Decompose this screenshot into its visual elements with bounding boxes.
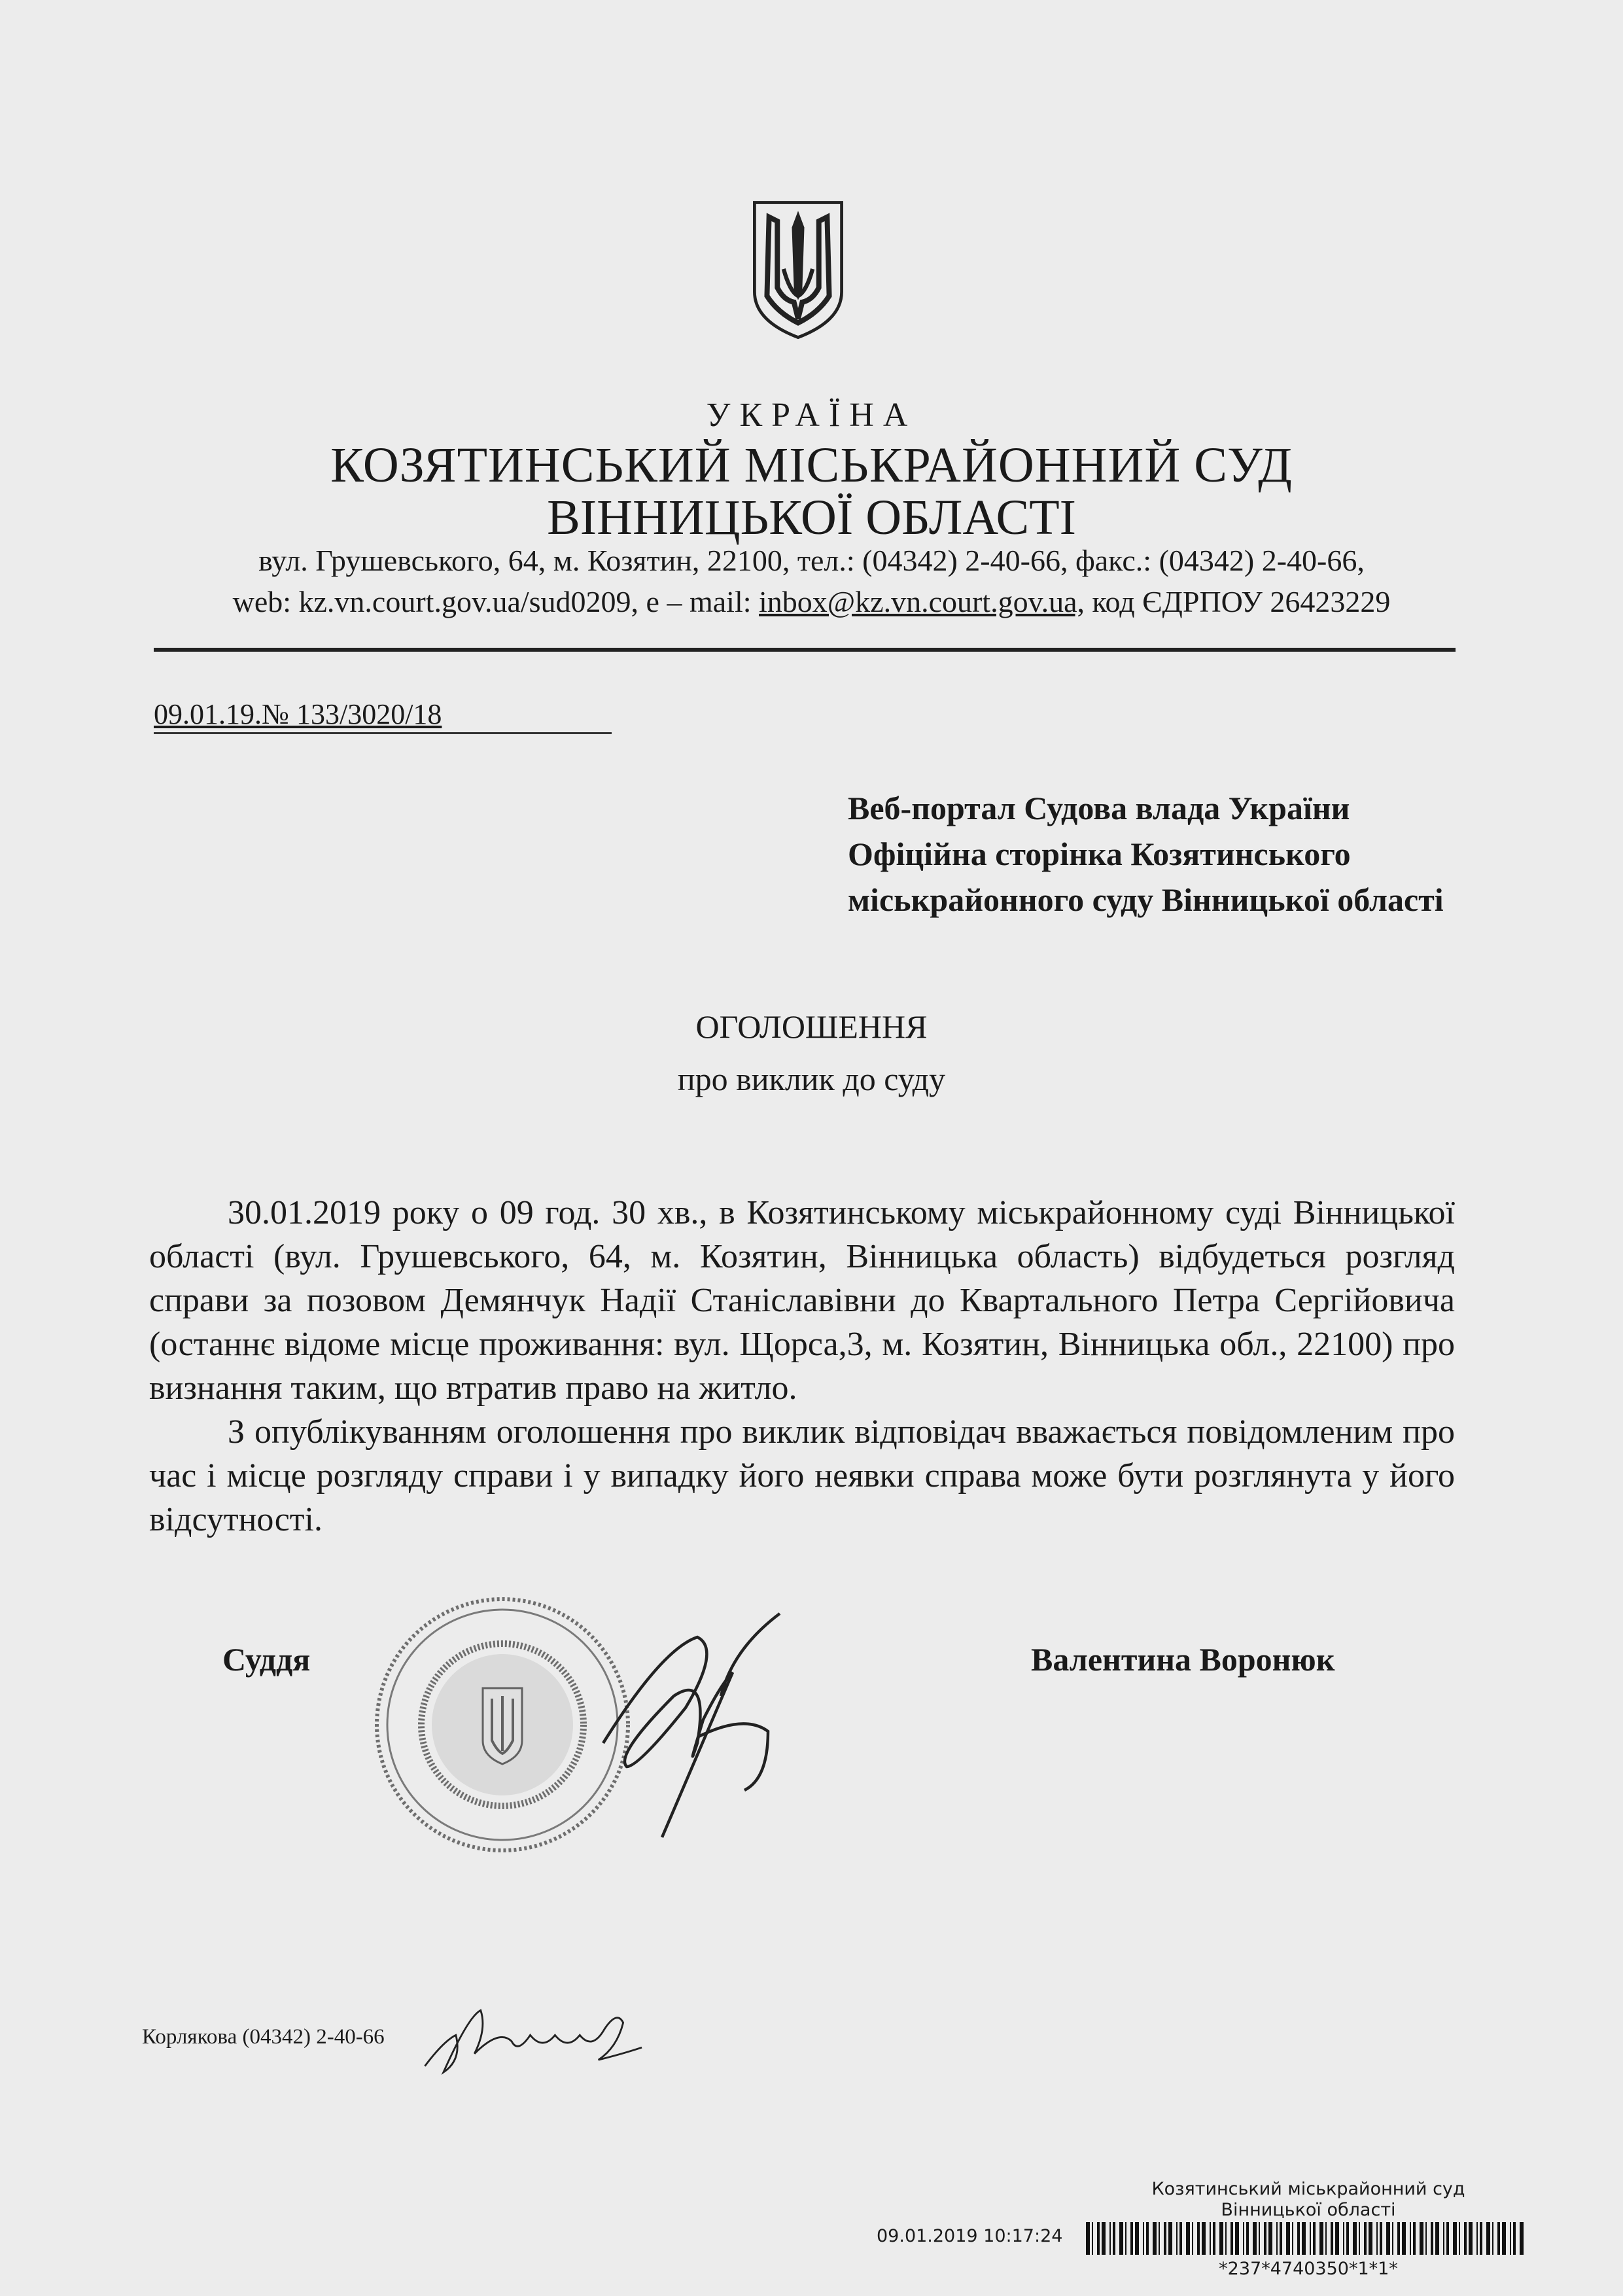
barcode-bar: [1335, 2222, 1339, 2255]
barcode-bar: [1459, 2222, 1460, 2255]
barcode-bar: [1276, 2222, 1278, 2255]
barcode-bar: [1168, 2222, 1172, 2255]
barcode-bar: [1392, 2222, 1393, 2255]
barcode-bar: [1202, 2222, 1206, 2255]
barcode-bar: [1186, 2222, 1190, 2255]
barcode-bar: [1319, 2222, 1323, 2255]
barcode-bar: [1435, 2222, 1439, 2255]
barcode-bar: [1386, 2222, 1390, 2255]
barcode-bar: [1192, 2222, 1193, 2255]
barcode-bar: [1130, 2222, 1133, 2255]
judge-signature: [568, 1600, 803, 1862]
barcode-bar: [1376, 2222, 1378, 2255]
header-divider: [154, 648, 1456, 652]
barcode-bar: [1486, 2222, 1490, 2255]
barcode-bar: [1413, 2222, 1416, 2255]
barcode-bar: [1135, 2222, 1139, 2255]
barcode-bar: [1259, 2222, 1260, 2255]
barcode-bar: [1359, 2222, 1360, 2255]
barcode-bar: [1346, 2222, 1349, 2255]
barcode-bar: [1492, 2222, 1493, 2255]
barcode-bar: [1092, 2222, 1093, 2255]
barcode-bar: [1197, 2222, 1200, 2255]
barcode-bar: [1159, 2222, 1160, 2255]
registration-barcode: [1086, 2222, 1528, 2255]
barcode-bar: [1225, 2222, 1227, 2255]
court-edrpou: код ЄДРПОУ 26423229: [1085, 585, 1391, 618]
barcode-bar: [1431, 2222, 1433, 2255]
barcode-bar: [1109, 2222, 1111, 2255]
barcode-bar: [1520, 2222, 1524, 2255]
registration-court-name: Козятинський міськрайонний суд: [1151, 2179, 1465, 2199]
barcode-bar: [1364, 2222, 1367, 2255]
document-subtitle: про виклик до суду: [677, 1061, 946, 1097]
signature-block: [149, 1640, 1455, 1718]
barcode-bar: [1125, 2222, 1126, 2255]
barcode-bar: [1331, 2222, 1333, 2255]
barcode-bar: [1253, 2222, 1257, 2255]
registration-court-region: Вінницької області: [1221, 2200, 1396, 2220]
barcode-bar: [1113, 2222, 1115, 2255]
barcode-bar: [1464, 2222, 1467, 2255]
barcode-bar: [1119, 2222, 1123, 2255]
body-paragraph: 30.01.2019 року о 09 год. 30 хв., в Козятинському міськрайонному суді Вінницької області (вул. Грушевського, 64, м. Козятин, Вінницька область) відбудеться розгляд справи за позовом Демянчук Надії Станіславівни до Квартального Петра Сергійовича (останнє відоме місце проживання: вул. Щорса,3, м. Козятин, Вінницька обл., 22100) про визнання таким, що втратив право на житло.: [149, 1194, 1455, 1407]
document-reference-number: 09.01.19.№ 133/3020/18: [154, 698, 612, 734]
coat-of-arms-trident-icon: [746, 196, 850, 342]
barcode-bar: [1380, 2222, 1382, 2255]
barcode-bar: [1480, 2222, 1482, 2255]
barcode-bar: [1213, 2222, 1215, 2255]
court-website: web: kz.vn.court.gov.ua/sud0209, e – mail:: [232, 585, 759, 618]
court-region-heading: ВІННИЦЬКОЇ ОБЛАСТІ: [547, 490, 1076, 545]
barcode-bar: [1286, 2222, 1290, 2255]
barcode-bar: [1146, 2222, 1149, 2255]
judge-name: Валентина Воронюк: [1031, 1641, 1335, 1678]
addressee: Веб-портал Судова влада України Офіційна сторінка Козятинського міськрайонного суду Вінницької області: [848, 790, 1444, 918]
barcode-bar: [1302, 2222, 1306, 2255]
barcode-bar: [1446, 2222, 1449, 2255]
court-address: вул. Грушевського, 64, м. Козятин, 22100, тел.: (04342) 2-40-66, факс.: (04342) 2-40-66,: [258, 544, 1365, 577]
barcode-bar: [1143, 2222, 1144, 2255]
barcode-bar: [1292, 2222, 1293, 2255]
barcode-bar: [1513, 2222, 1516, 2255]
announcement-content: [149, 1191, 1455, 1718]
barcode-bar: [1453, 2222, 1457, 2255]
barcode-bar: [1469, 2222, 1473, 2255]
registration-code: *237*4740350*1*1*: [1219, 2259, 1398, 2279]
barcode-bar: [1313, 2222, 1316, 2255]
country-heading: УКРАЇНА: [706, 397, 917, 434]
body-paragraph: З опублікуванням оголошення про виклик відповідач вважається повідомленим про час і місце розгляду справи і у випадку його неявки справа може бути розглянута у його відсутності.: [149, 1413, 1455, 1538]
registration-datetime: 09.01.2019 10:17:24: [877, 2226, 1063, 2246]
barcode-bar: [1353, 2222, 1357, 2255]
barcode-bar: [1402, 2222, 1406, 2255]
barcode-bar: [1164, 2222, 1166, 2255]
barcode-bar: [1230, 2222, 1233, 2255]
barcode-bar: [1176, 2222, 1178, 2255]
barcode-bar: [1210, 2222, 1211, 2255]
barcode-bar: [1246, 2222, 1249, 2255]
barcode-bar: [1397, 2222, 1400, 2255]
announcement-body: [149, 1191, 1455, 1542]
barcode-bar: [1502, 2222, 1506, 2255]
barcode-bar: [1235, 2222, 1239, 2255]
barcode-bar: [1086, 2222, 1090, 2255]
barcode-bar: [1310, 2222, 1311, 2255]
court-email-link[interactable]: inbox@kz.vn.court.gov.ua,: [759, 585, 1085, 618]
judge-label: Суддя: [222, 1641, 311, 1678]
barcode-bar: [1369, 2222, 1372, 2255]
barcode-bar: [1179, 2222, 1182, 2255]
barcode-bar: [1325, 2222, 1327, 2255]
barcode-bar: [1297, 2222, 1300, 2255]
barcode-bar: [1497, 2222, 1500, 2255]
barcode-bar: [1343, 2222, 1344, 2255]
barcode-bar: [1268, 2222, 1272, 2255]
barcode-bar: [1280, 2222, 1282, 2255]
document-title: ОГОЛОШЕННЯ: [695, 1008, 928, 1045]
barcode-bar: [1443, 2222, 1444, 2255]
barcode-bar: [1097, 2222, 1100, 2255]
clerk-signature: [419, 1989, 654, 2087]
barcode-bar: [1410, 2222, 1411, 2255]
barcode-bar: [1243, 2222, 1244, 2255]
barcode-bar: [1420, 2222, 1423, 2255]
barcode-bar: [1425, 2222, 1427, 2255]
barcode-bar: [1219, 2222, 1223, 2255]
barcode-bar: [1153, 2222, 1157, 2255]
barcode-bar: [1264, 2222, 1266, 2255]
court-name-heading: КОЗЯТИНСЬКИЙ МІСЬКРАЙОННИЙ СУД: [330, 438, 1293, 493]
court-contacts: [0, 584, 1623, 619]
contact-person: Корлякова (04342) 2-40-66: [142, 2025, 385, 2049]
barcode-bar: [1102, 2222, 1106, 2255]
barcode-bar: [1510, 2222, 1511, 2255]
barcode-bar: [1476, 2222, 1478, 2255]
